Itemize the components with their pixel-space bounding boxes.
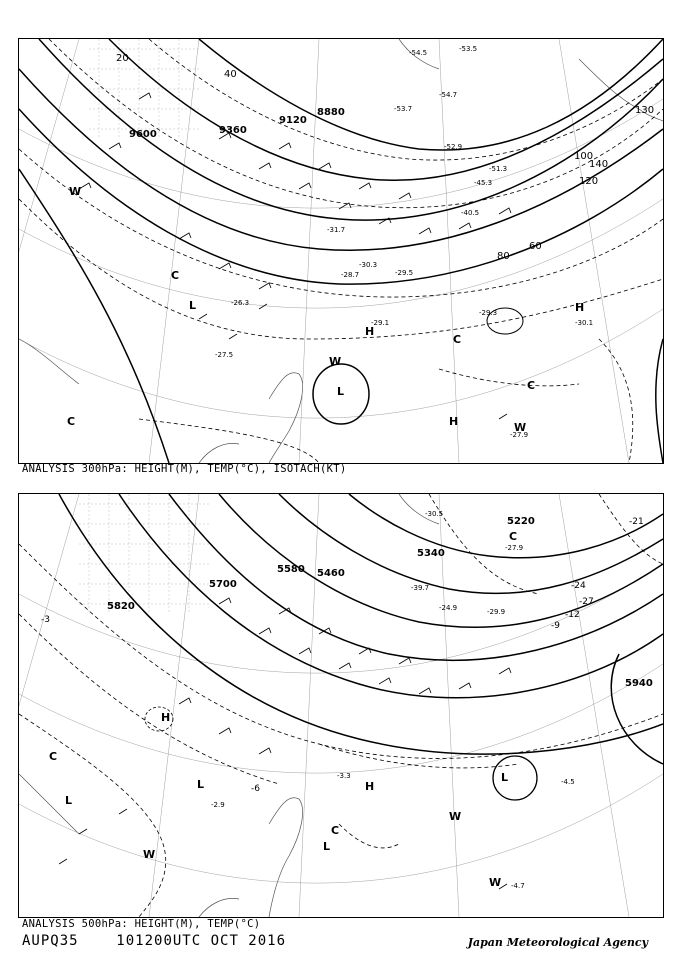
temp-label: -30.5 [425, 510, 444, 518]
cold-center: C [527, 379, 536, 392]
map-300hpa-svg [19, 39, 663, 463]
height-label-5940: 5940 [625, 678, 653, 689]
height-label-5580: 5580 [277, 564, 305, 575]
warm-center: W [489, 876, 502, 889]
coastlines [19, 39, 663, 463]
height-label-5820: 5820 [107, 601, 135, 612]
wind-barbs [79, 93, 511, 419]
isotach-labels [116, 53, 654, 262]
height-label-9600: 9600 [129, 129, 157, 140]
temp-label: -30.3 [359, 261, 378, 269]
height-label-5460: 5460 [317, 568, 345, 579]
temperature-labels [41, 510, 644, 890]
height-label-9360: 9360 [219, 125, 247, 136]
cold-center: C [67, 415, 76, 428]
station-grid [79, 494, 209, 614]
height-label-5700: 5700 [209, 579, 237, 590]
warm-center: W [449, 810, 462, 823]
cold-center: C [49, 750, 58, 763]
low-center: L [323, 840, 331, 853]
cold-center: C [171, 269, 180, 282]
low-center: L [65, 794, 73, 807]
temp-label: -45.3 [474, 179, 493, 187]
warm-center: W [69, 185, 82, 198]
isotach-label: 20 [116, 53, 129, 64]
low-center: L [501, 771, 509, 784]
chart-identifier [22, 933, 286, 949]
isotach-label: 100 [574, 151, 594, 162]
map-500hpa-svg [19, 494, 663, 917]
temp-label: -21 [629, 517, 644, 527]
temp-label: -29.1 [371, 319, 390, 327]
temp-label: -29.3 [479, 309, 498, 317]
temp-label: -3 [41, 615, 50, 625]
analysis-500hpa-map [18, 493, 664, 918]
temp-label: -40.5 [461, 209, 480, 217]
temperature-contours [19, 494, 663, 917]
cold-center: C [453, 333, 462, 346]
isotach-label: 40 [224, 69, 237, 80]
temp-label: -29.9 [487, 608, 506, 616]
chart-code: AUPQ35 [22, 933, 79, 949]
caption-500hpa: ANALYSIS 500hPa: HEIGHT(M), TEMP(°C) [22, 918, 261, 930]
temp-label: -31.7 [327, 226, 346, 234]
high-center: H [365, 780, 375, 793]
temp-label: -27 [579, 597, 594, 607]
temp-label: -24 [571, 581, 586, 591]
cold-center: C [509, 530, 518, 543]
cold-center: C [331, 824, 340, 837]
temp-label: -52.9 [444, 143, 463, 151]
height-label-9120: 9120 [279, 115, 307, 126]
temp-label: -54.7 [439, 91, 458, 99]
temp-label: -4.7 [511, 882, 525, 890]
isotach-label: 130 [635, 105, 655, 116]
closed-height-contour [493, 756, 537, 800]
height-label-5220: 5220 [507, 516, 535, 527]
coastlines [19, 494, 439, 917]
temp-label: -3.3 [337, 772, 351, 780]
low-center: L [337, 385, 345, 398]
high-center: H [449, 415, 459, 428]
height-label-5340: 5340 [417, 548, 445, 559]
temp-label: -6 [251, 784, 260, 794]
lat-lon-grid [19, 39, 663, 463]
temp-label: -26.3 [231, 299, 250, 307]
valid-time: 101200UTC OCT 2016 [116, 933, 287, 949]
isotach-label: 60 [529, 241, 542, 252]
height-labels [129, 107, 345, 140]
warm-center: W [329, 355, 342, 368]
isotach-label: 120 [579, 176, 599, 187]
temp-label: -27.9 [505, 544, 524, 552]
temp-label: -2.9 [211, 801, 225, 809]
warm-center: W [514, 421, 527, 434]
isotach-contours [19, 39, 663, 463]
temp-label: -29.5 [395, 269, 414, 277]
temp-label: -4.5 [561, 778, 575, 786]
temp-label: -30.1 [575, 319, 594, 327]
height-contours [19, 39, 663, 463]
temp-label: -51.3 [489, 165, 508, 173]
height-label-8880: 8880 [317, 107, 345, 118]
isotach-label: 80 [497, 251, 510, 262]
temp-label: -9 [551, 621, 560, 631]
temp-label: -39.7 [411, 584, 430, 592]
station-grid [89, 39, 199, 139]
low-center: L [189, 299, 197, 312]
temp-label: -24.9 [439, 604, 458, 612]
high-center: H [365, 325, 375, 338]
high-center: H [161, 711, 171, 724]
high-center: H [575, 301, 585, 314]
warm-center: W [143, 848, 156, 861]
caption-300hpa: ANALYSIS 300hPa: HEIGHT(M), TEMP(°C), ISOTACH(KT) [22, 463, 347, 475]
temp-label: -27.9 [510, 431, 529, 439]
temp-label: -28.7 [341, 271, 360, 279]
temp-label: -12 [565, 610, 580, 620]
analysis-300hpa-map [18, 38, 664, 464]
lat-lon-grid [19, 494, 663, 917]
temp-label: -54.5 [409, 49, 428, 57]
temp-label: -53.5 [459, 45, 478, 53]
isotach-label: 140 [589, 159, 609, 170]
temp-label: -53.7 [394, 105, 413, 113]
low-center: L [197, 778, 205, 791]
agency-credit: Japan Meteorological Agency [467, 936, 648, 949]
temp-label: -27.5 [215, 351, 234, 359]
